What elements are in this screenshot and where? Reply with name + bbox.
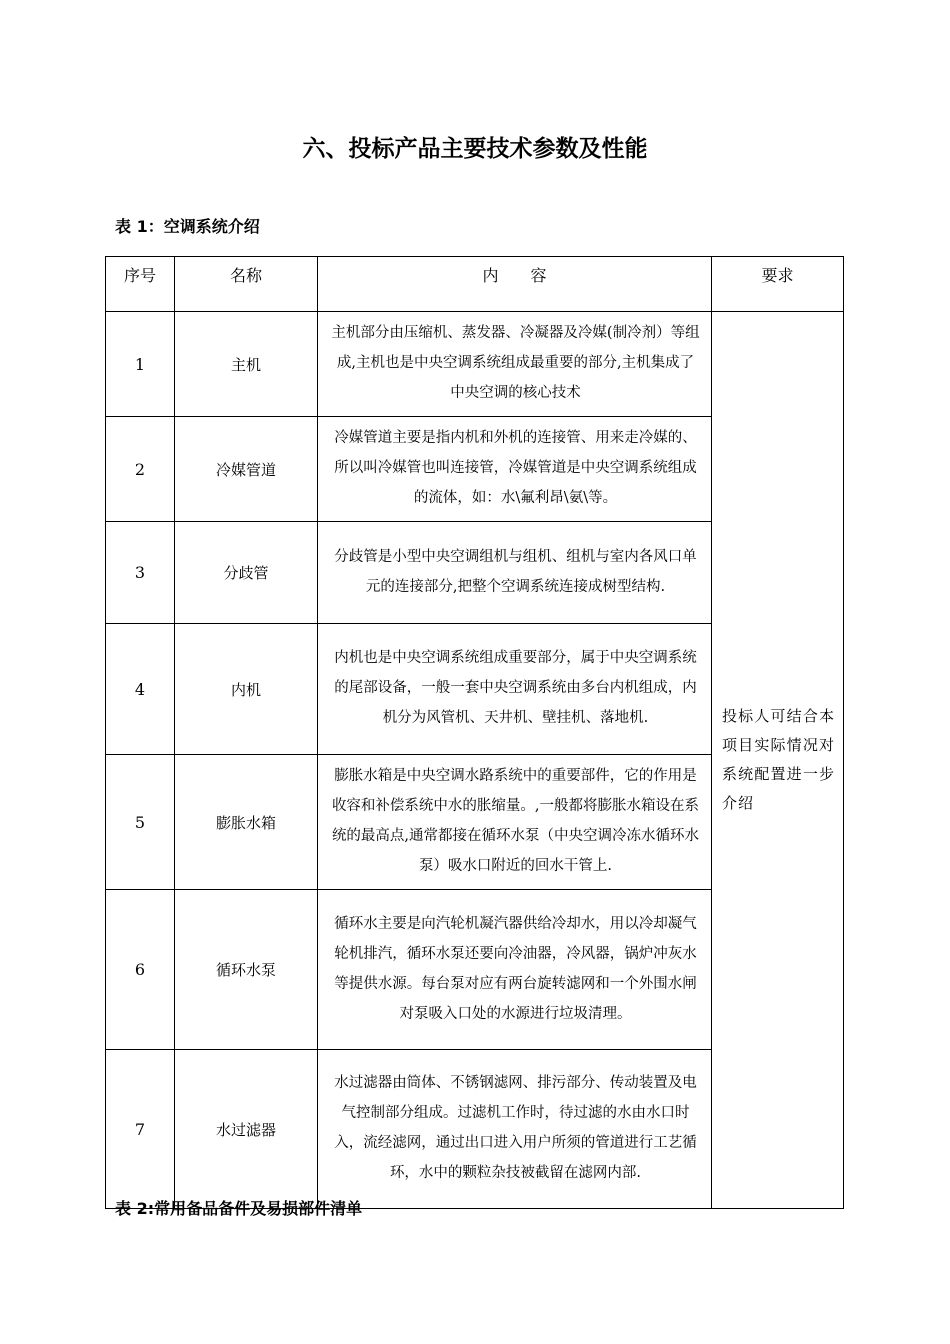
- requirement-cell: 投标人可结合本项目实际情况对系统配置进一步介绍: [712, 312, 844, 1209]
- row-content: 膨胀水箱是中央空调水路系统中的重要部件，它的作用是收容和补偿系统中水的胀缩量。,一般都将膨胀水箱设在系统的最高点,通常都接在循环水泵（中央空调冷冻水循环水泵）吸水口附近的回水干管上.: [318, 755, 712, 890]
- table-row: [106, 312, 844, 417]
- row-content: 主机部分由压缩机、蒸发器、冷凝器及冷媒(制冷剂）等组成,主机也是中央空调系统组成最重要的部分,主机集成了中央空调的核心技术: [318, 312, 712, 417]
- table-header-row: [106, 257, 844, 312]
- header-requirement: 要求: [712, 257, 844, 312]
- header-name: 名称: [175, 257, 318, 312]
- header-no: 序号: [106, 257, 175, 312]
- row-content: 冷媒管道主要是指内机和外机的连接管、用来走冷媒的、所以叫冷媒管也叫连接管，冷媒管道是中央空调系统组成的流体，如：水\氟利昂\氨\等。: [318, 417, 712, 522]
- header-content: 内 容: [318, 257, 712, 312]
- row-content: 内机也是中央空调系统组成重要部分，属于中央空调系统的尾部设备，一般一套中央空调系统由多台内机组成，内机分为风管机、天井机、壁挂机、落地机.: [318, 624, 712, 755]
- row-content: 循环水主要是向汽轮机凝汽器供给冷却水，用以冷却凝气轮机排汽，循环水泵还要向冷油器，冷风器，锅炉冲灰水等提供水源。每台泵对应有两台旋转滤网和一个外围水闸对泵吸入口处的水源进行垃圾清理。: [318, 890, 712, 1050]
- row-name: 主机: [175, 312, 318, 417]
- row-name: 水过滤器: [175, 1050, 318, 1209]
- row-no: 4: [106, 624, 175, 755]
- page-title: 六、投标产品主要技术参数及性能: [302, 136, 648, 162]
- air-conditioning-system-table: [105, 256, 844, 1209]
- row-no: 5: [106, 755, 175, 890]
- table2-caption: 表 2:常用备品备件及易损部件清单: [115, 1199, 363, 1218]
- table1-caption: 表 1：空调系统介绍: [115, 217, 260, 236]
- row-content: 水过滤器由筒体、不锈钢滤网、排污部分、传动装置及电气控制部分组成。过滤机工作时，待过滤的水由水口时入，流经滤网，通过出口进入用户所须的管道进行工艺循环，水中的颗粒杂技被截留在滤网内部.: [318, 1050, 712, 1209]
- row-no: 7: [106, 1050, 175, 1209]
- row-name: 分歧管: [175, 522, 318, 624]
- row-content: 分歧管是小型中央空调组机与组机、组机与室内各风口单元的连接部分,把整个空调系统连接成树型结构.: [318, 522, 712, 624]
- row-no: 2: [106, 417, 175, 522]
- row-no: 1: [106, 312, 175, 417]
- row-name: 膨胀水箱: [175, 755, 318, 890]
- row-name: 内机: [175, 624, 318, 755]
- row-name: 循环水泵: [175, 890, 318, 1050]
- row-name: 冷媒管道: [175, 417, 318, 522]
- row-no: 3: [106, 522, 175, 624]
- row-no: 6: [106, 890, 175, 1050]
